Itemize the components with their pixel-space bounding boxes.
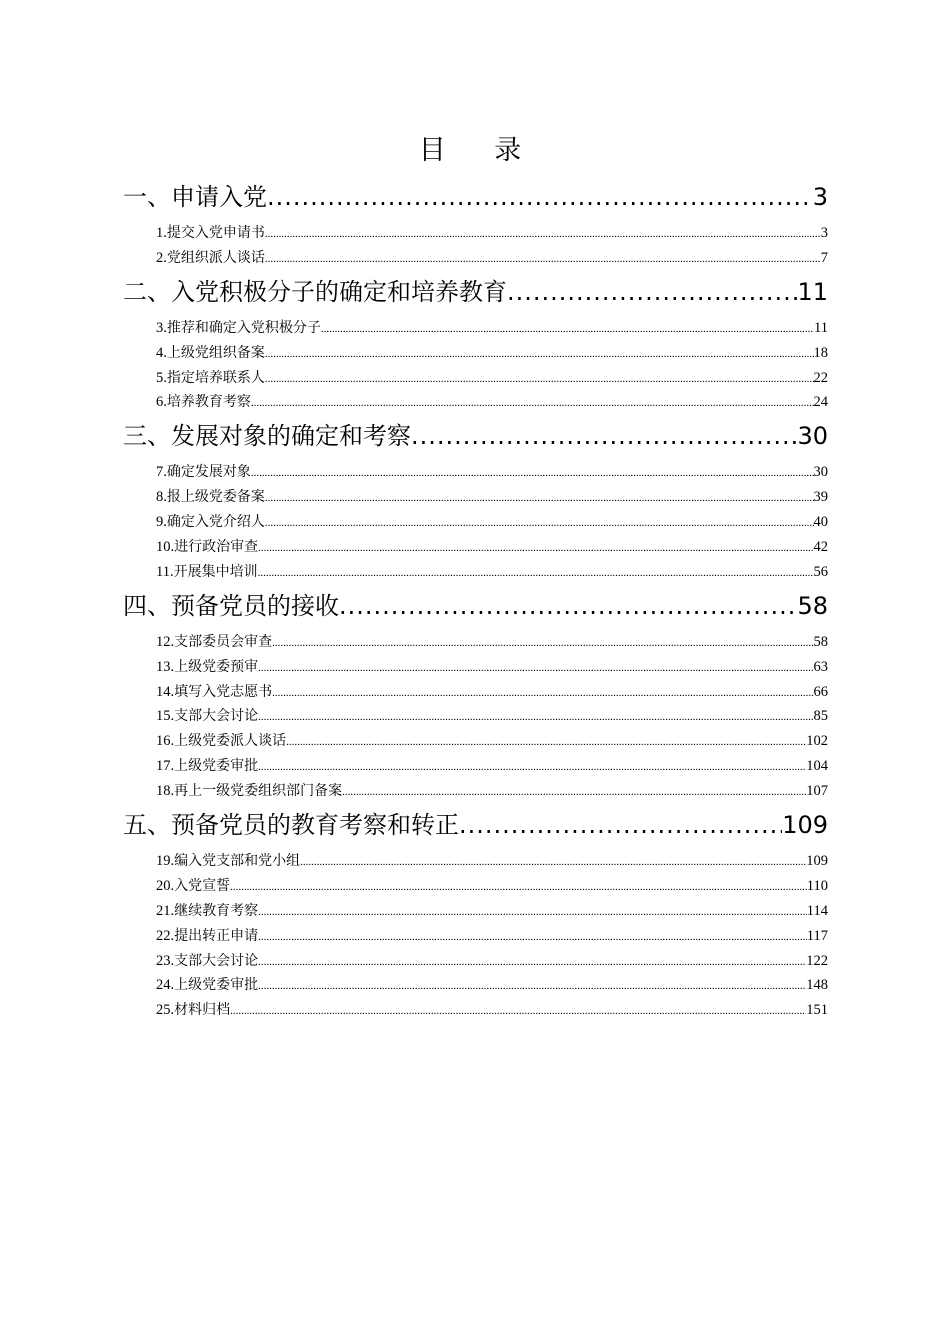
- toc-item-label: 党组织派人谈话: [166, 249, 265, 266]
- toc-item-page: 85: [813, 708, 828, 725]
- toc-item-label: 上级党委预审: [174, 658, 259, 675]
- toc-section-label: 二、入党积极分子的确定和培养教育: [123, 277, 507, 306]
- toc-item[interactable]: [123, 485, 828, 510]
- toc-item[interactable]: [123, 924, 828, 949]
- toc-item-number: 16.: [156, 733, 175, 750]
- toc-item-number: 7.: [156, 464, 167, 481]
- toc-section-page: 109: [782, 811, 828, 840]
- toc-item[interactable]: [123, 998, 828, 1023]
- toc-item[interactable]: [123, 680, 828, 705]
- dot-leader: [258, 974, 806, 999]
- toc-item-page: 18: [813, 344, 828, 361]
- toc-section-label: 五、预备党员的教育考察和转正: [123, 811, 459, 840]
- toc-item-number: 6.: [156, 394, 167, 411]
- dot-leader: [342, 780, 806, 805]
- toc-item[interactable]: [123, 754, 828, 779]
- toc-item-page: 63: [813, 658, 828, 675]
- toc-item-label: 开展集中培训: [173, 563, 258, 580]
- toc-item-number: 17.: [156, 758, 175, 775]
- toc-item-page: 102: [806, 733, 828, 750]
- toc-item-label: 上级党委审批: [174, 758, 259, 775]
- dot-leader: [251, 391, 814, 416]
- toc-item-label: 继续教育考察: [174, 902, 259, 919]
- table-of-contents: [123, 176, 828, 1023]
- toc-item-number: 25.: [156, 1002, 175, 1019]
- toc-item[interactable]: [123, 849, 828, 874]
- dot-leader: [258, 925, 807, 950]
- dot-leader: [230, 999, 806, 1024]
- dot-leader: [265, 342, 814, 367]
- toc-item-page: 148: [806, 977, 828, 994]
- toc-title: 目 录: [418, 135, 542, 166]
- toc-item-page: 114: [806, 902, 828, 919]
- toc-item-number: 2.: [156, 249, 167, 266]
- toc-item-label: 填写入党志愿书: [174, 683, 273, 700]
- toc-item[interactable]: [123, 655, 828, 680]
- toc-item-label: 支部委员会审查: [174, 633, 273, 650]
- dot-leader: [258, 755, 806, 780]
- toc-item-label: 提出转正申请: [174, 927, 259, 944]
- toc-item[interactable]: [123, 316, 828, 341]
- toc-item-page: 40: [813, 514, 828, 531]
- toc-item-number: 23.: [156, 952, 175, 969]
- toc-item-page: 24: [813, 394, 828, 411]
- toc-item-label: 再上一级党委组织部门备案: [174, 783, 343, 800]
- toc-section-label: 一、申请入党: [123, 183, 267, 211]
- dot-leader: [258, 656, 813, 681]
- toc-item[interactable]: [123, 510, 828, 535]
- toc-item-page: 110: [806, 877, 828, 894]
- toc-item-page: 104: [806, 758, 828, 775]
- toc-item[interactable]: [123, 246, 828, 271]
- dot-leader: [265, 486, 814, 511]
- toc-item-page: 11: [814, 319, 828, 336]
- toc-item-number: 11.: [156, 563, 174, 580]
- toc-item-number: 13.: [156, 658, 175, 675]
- toc-item-page: 151: [806, 1002, 828, 1019]
- toc-item-label: 入党宣誓: [174, 877, 231, 894]
- dot-leader: [258, 705, 813, 730]
- dot-leader: [251, 461, 814, 486]
- toc-item-label: 培养教育考察: [166, 394, 251, 411]
- toc-item-number: 22.: [156, 927, 175, 944]
- toc-item-number: 15.: [156, 708, 175, 725]
- dot-leader: [339, 585, 797, 627]
- toc-section-page: 3: [812, 183, 828, 211]
- toc-item-page: 22: [813, 369, 828, 386]
- toc-item-label: 报上级党委备案: [166, 489, 265, 506]
- toc-item-page: 42: [813, 539, 828, 556]
- toc-item[interactable]: [123, 729, 828, 754]
- dot-leader: [265, 222, 821, 247]
- toc-item-label: 上级党委审批: [174, 977, 259, 994]
- toc-item-label: 支部大会讨论: [174, 708, 259, 725]
- dot-leader: [265, 511, 814, 536]
- toc-item-page: 117: [806, 927, 828, 944]
- toc-item-page: 7: [820, 249, 828, 266]
- toc-item-page: 107: [806, 783, 828, 800]
- toc-item-number: 12.: [156, 633, 175, 650]
- toc-section[interactable]: [123, 271, 828, 313]
- dot-leader: [265, 247, 821, 272]
- toc-item-page: 56: [813, 563, 828, 580]
- toc-item-label: 推荐和确定入党积极分子: [166, 319, 321, 336]
- toc-section-page: 58: [797, 591, 828, 620]
- toc-item-label: 上级党委派人谈话: [174, 733, 287, 750]
- toc-item-page: 3: [820, 225, 828, 241]
- toc-section[interactable]: [123, 415, 828, 457]
- toc-item-number: 3.: [156, 319, 167, 336]
- toc-item-number: 18.: [156, 783, 175, 800]
- toc-section[interactable]: [123, 176, 828, 218]
- toc-item[interactable]: [123, 341, 828, 366]
- toc-item-number: 20.: [156, 877, 175, 894]
- dot-leader: [258, 561, 814, 586]
- dot-leader: [286, 730, 806, 755]
- toc-item-label: 支部大会讨论: [174, 952, 259, 969]
- toc-item[interactable]: [123, 779, 828, 804]
- toc-item-number: 24.: [156, 977, 175, 994]
- dot-leader: [272, 681, 813, 706]
- toc-item[interactable]: [123, 874, 828, 899]
- toc-section-page: 11: [797, 277, 828, 306]
- toc-section-page: 30: [797, 422, 828, 451]
- toc-item-page: 30: [813, 464, 828, 481]
- dot-leader: [411, 415, 797, 457]
- toc-item-number: 21.: [156, 902, 175, 919]
- toc-item[interactable]: [123, 460, 828, 485]
- toc-item[interactable]: [123, 899, 828, 924]
- toc-item[interactable]: [123, 535, 828, 560]
- toc-item-label: 编入党支部和党小组: [174, 853, 301, 870]
- toc-item-label: 材料归档: [174, 1002, 231, 1019]
- toc-item[interactable]: [123, 973, 828, 998]
- dot-leader: [230, 875, 807, 900]
- dot-leader: [265, 367, 814, 392]
- toc-item-label: 确定发展对象: [166, 464, 251, 481]
- toc-item-label: 指定培养联系人: [166, 369, 265, 386]
- toc-item-page: 66: [813, 683, 828, 700]
- toc-item[interactable]: [123, 630, 828, 655]
- toc-item[interactable]: [123, 949, 828, 974]
- dot-leader: [272, 631, 813, 656]
- toc-item-number: 5.: [156, 369, 167, 386]
- dot-leader: [258, 950, 806, 975]
- toc-item-number: 1.: [156, 225, 167, 241]
- toc-item-number: 14.: [156, 683, 175, 700]
- toc-item-page: 122: [806, 952, 828, 969]
- toc-section-label: 四、预备党员的接收: [123, 591, 339, 620]
- toc-item-number: 10.: [156, 539, 175, 556]
- dot-leader: [300, 850, 806, 875]
- toc-item-label: 进行政治审查: [174, 539, 259, 556]
- toc-item-page: 109: [806, 853, 828, 870]
- toc-item[interactable]: [123, 704, 828, 729]
- toc-item-label: 上级党组织备案: [166, 344, 265, 361]
- toc-item[interactable]: [123, 221, 828, 246]
- toc-item-label: 提交入党申请书: [166, 225, 265, 241]
- toc-item[interactable]: [123, 560, 828, 585]
- toc-item-page: 39: [813, 489, 828, 506]
- dot-leader: [321, 317, 814, 342]
- toc-item-page: 58: [813, 633, 828, 650]
- toc-section[interactable]: [123, 585, 828, 627]
- toc-item[interactable]: [123, 366, 828, 391]
- dot-leader: [258, 900, 807, 925]
- dot-leader: [267, 176, 813, 218]
- toc-item-label: 确定入党介绍人: [166, 514, 265, 531]
- toc-section-label: 三、发展对象的确定和考察: [123, 422, 411, 451]
- dot-leader: [507, 271, 797, 313]
- dot-leader: [459, 804, 782, 846]
- toc-item-number: 4.: [156, 344, 167, 361]
- toc-item-number: 9.: [156, 514, 167, 531]
- dot-leader: [258, 536, 813, 561]
- toc-section[interactable]: [123, 804, 828, 846]
- toc-item-number: 19.: [156, 853, 175, 870]
- toc-item-number: 8.: [156, 489, 167, 506]
- toc-item[interactable]: [123, 390, 828, 415]
